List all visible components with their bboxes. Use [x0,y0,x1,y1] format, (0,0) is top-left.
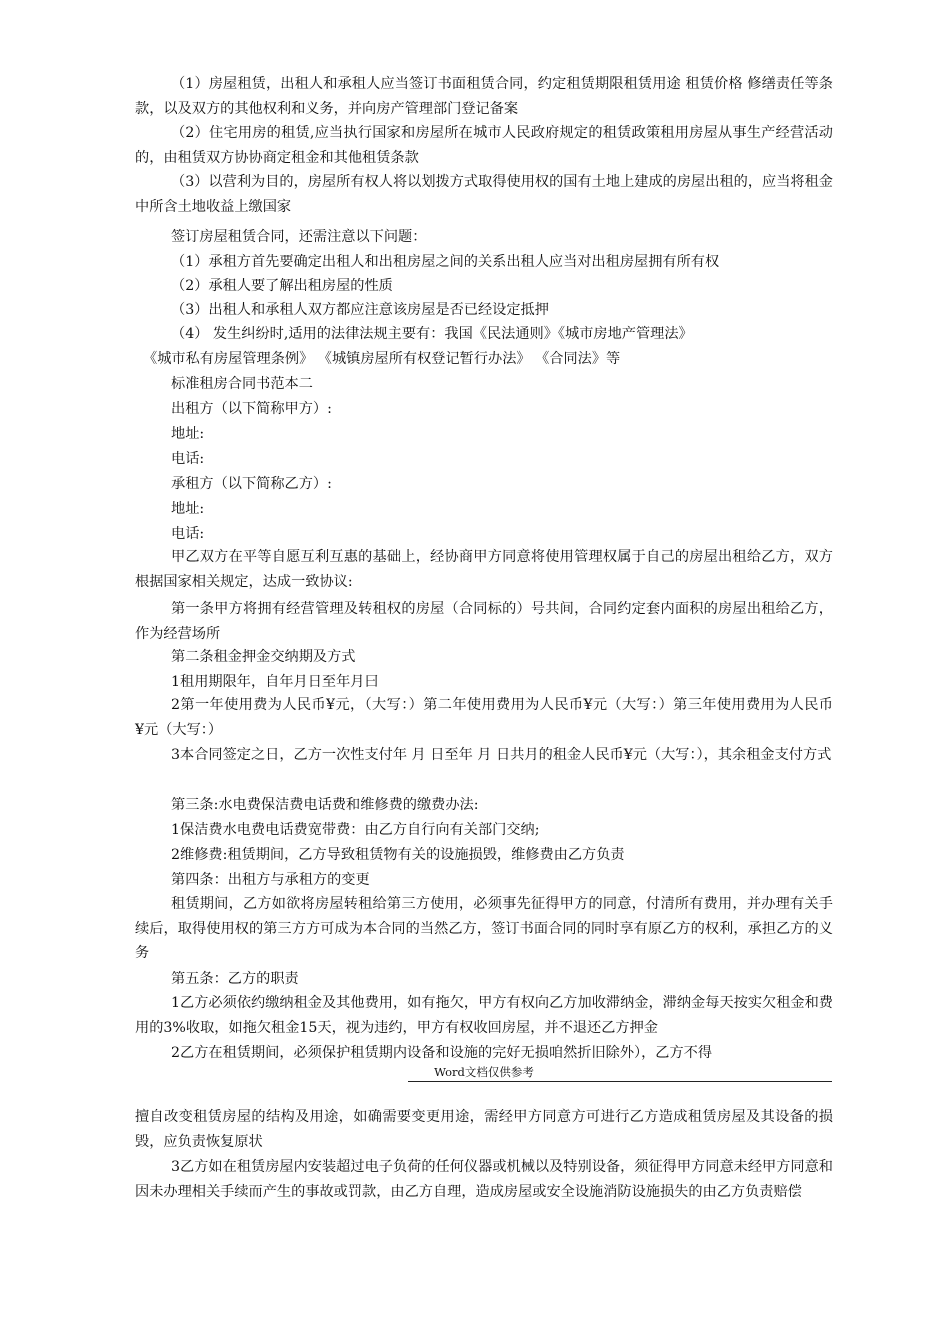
lessor-phone-label: 电话: [171,451,205,467]
article-3-item-2: 2维修费:租赁期间，乙方导致租赁物有关的设施损毁，维修费由乙方负责 [171,847,625,863]
lessor-address-label: 地址: [171,426,205,442]
article-5-title: 第五条：乙方的职责 [171,971,299,987]
paragraph-notice-1: （1）承租方首先要确定出租人和出租房屋之间的关系出租人应当对出租房屋拥有所有权 [171,254,720,270]
article-5-item-3: 3乙方如在租赁房屋内安装超过电子负荷的任何仪器或机械以及特别设备，须征得甲方同意未经甲方同意和因未办理相关手续而产生的事故或罚款，由乙方自理，造成房屋或安全设施消防设施损失的由乙方负责赔偿 [135,1159,833,1200]
article-4-body: 租赁期间，乙方如欲将房屋转租给第三方使用，必须事先征得甲方的同意，付清所有费用，并办理有关手续后，取得使用权的第三方方可成为本合同的当然乙方，签订书面合同的同时享有原乙方的权利，承担乙方的义务 [135,896,833,961]
lessee-address-label: 地址: [171,501,205,517]
article-5-item-2-continued: 擅自改变租赁房屋的结构及用途，如确需要变更用途，需经甲方同意方可进行乙方造成租赁房屋及其设备的损毁，应负责恢复原状 [135,1109,833,1150]
paragraph-notice-2: （2）承租人要了解出租房屋的性质 [171,278,393,294]
paragraph-notice-heading: 签订房屋租赁合同，还需注意以下问题： [171,229,427,245]
paragraph-notice-3: （3）出租人和承租人双方都应注意该房屋是否已经设定抵押 [171,302,549,318]
article-3-title: 第三条:水电费保洁费电话费和维修费的缴费办法: [171,797,479,813]
paragraph-laws-list: 《城市私有房屋管理条例》 《城镇房屋所有权登记暂行办法》 《合同法》等 [143,351,621,367]
paragraph-residential-lease-rule: （2）住宅用房的租赁,应当执行国家和房屋所在城市人民政府规定的租赁政策租用房屋从事生产经营活动的，由租赁双方协协商定租金和其他租赁条款 [135,125,833,166]
article-3-item-1: 1保洁费水电费电话费宽带费：由乙方自行向有关部门交纳; [171,822,540,838]
lessee-label: 承租方（以下简称乙方）: [171,476,332,492]
paragraph-agreement-intro: 甲乙双方在平等自愿互利互惠的基础上，经协商甲方同意将使用管理权属于自己的房屋出租给乙方，双方根据国家相关规定，达成一致协议: [135,549,833,590]
article-2-item-2: 2第一年使用费为人民币¥元，（大写：）第二年使用费用为人民币¥元（大写：）第三年使用费用为人民币¥元（大写：） [135,697,833,738]
article-5-item-1: 1乙方必须依约缴纳租金及其他费用，如有拖欠，甲方有权向乙方加收滞纳金，滞纳金每天按实欠租金和费用的3%收取，如拖欠租金15天，视为违约，甲方有权收回房屋，并不退还乙方押金 [135,995,833,1036]
article-2-item-3: 3本合同签定之日，乙方一次性支付年 月 日至年 月 日共月的租金人民币¥元（大写：），其余租金支付方式 [171,747,832,763]
article-2-item-1: 1租用期限年，自年月日至年月曰 [171,674,379,690]
paragraph-notice-4: （4） 发生纠纷时,适用的法律法规主要有：我国《民法通则》《城市房地产管理法》 [171,326,693,342]
page-footer: Word文档仅供参考 [434,1065,534,1079]
lessee-phone-label: 电话: [171,526,205,542]
footer-divider [408,1081,832,1082]
paragraph-lease-contract-rule: （1）房屋租赁，出租人和承租人应当签订书面租赁合同，约定租赁期限租赁用途 租赁价格 修缮责任等条款，以及双方的其他权利和义务，并向房产管理部门登记备案 [135,76,833,117]
article-1: 第一条甲方将拥有经营管理及转租权的房屋（合同标的）号共间，合同约定套内面积的房屋出租给乙方，作为经营场所 [135,601,833,642]
article-2-title: 第二条租金押金交纳期及方式 [171,649,356,665]
lessor-label: 出租方（以下简称甲方）: [171,401,332,417]
article-5-item-2: 2乙方在租赁期间，必须保护租赁期内设备和设施的完好无损咱然折旧除外），乙方不得 [171,1045,713,1061]
contract-title: 标准租房合同书范本二 [171,376,313,392]
article-4-title: 第四条：出租方与承租方的变更 [171,872,370,888]
paragraph-profit-lease-rule: （3）以营利为目的，房屋所有权人将以划拨方式取得使用权的国有土地上建成的房屋出租的，应当将租金中所含土地收益上缴国家 [135,174,833,215]
